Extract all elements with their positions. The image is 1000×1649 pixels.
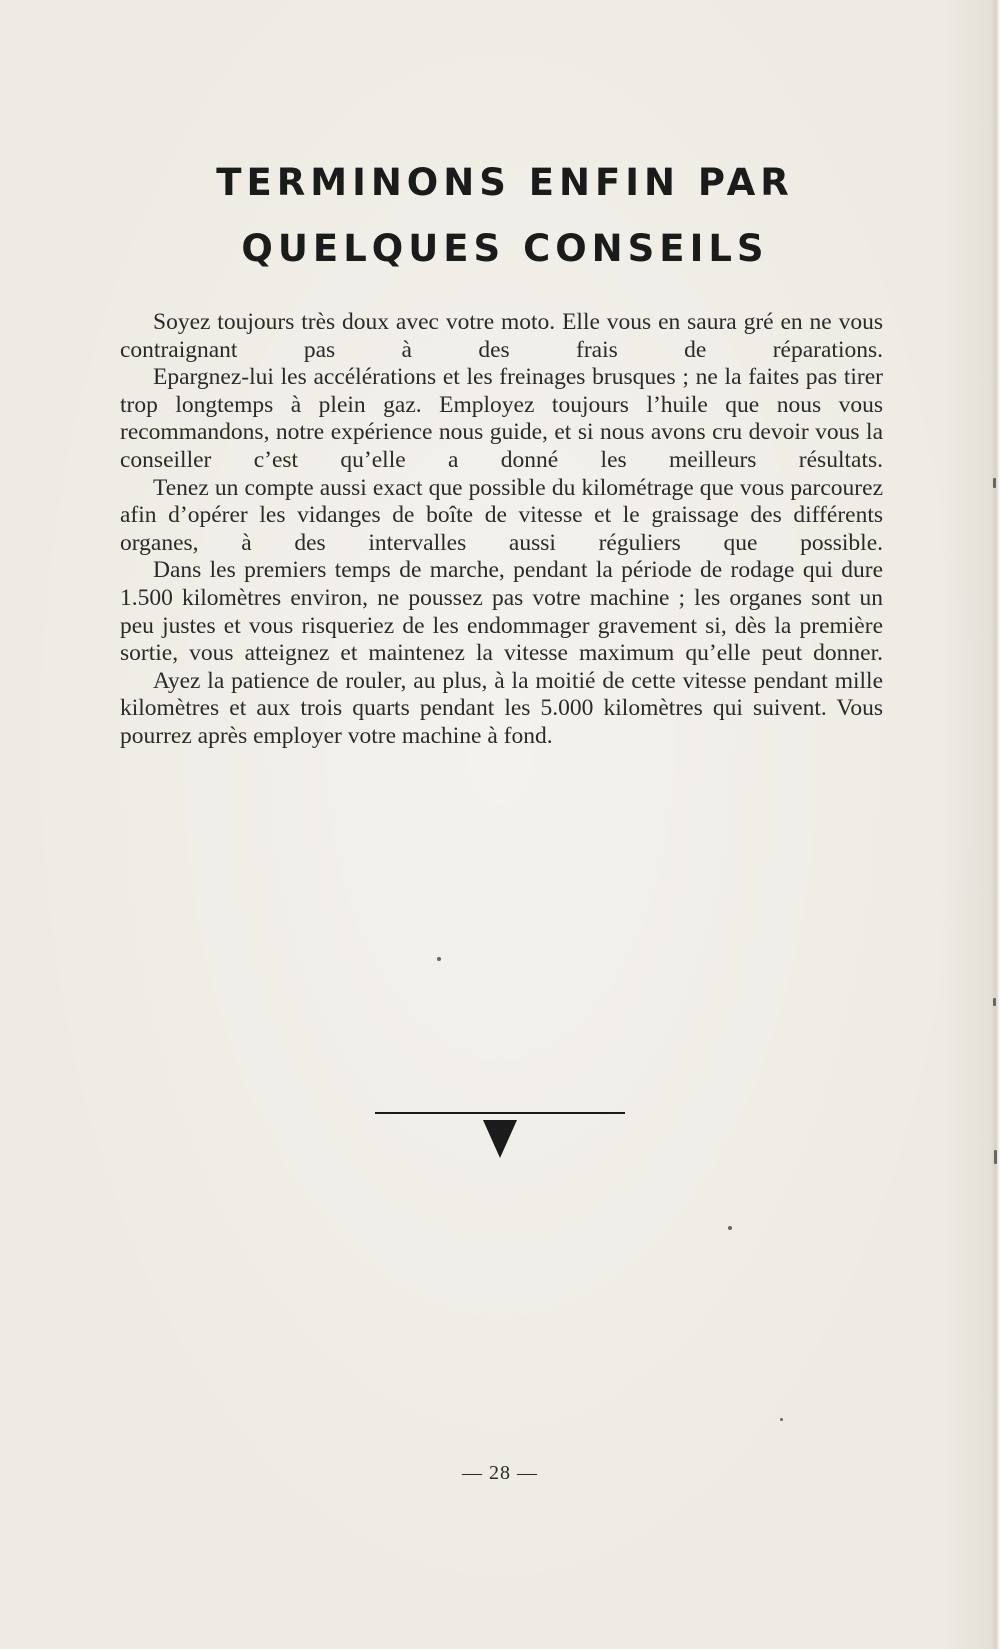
paper-speck bbox=[993, 998, 996, 1006]
heading-line-1: TERMINONS ENFIN PAR bbox=[216, 161, 794, 204]
paper-speck bbox=[993, 478, 996, 488]
paper-speck bbox=[780, 1418, 783, 1421]
paragraph: Soyez toujours très doux avec votre moto. Elle vous en saura gré en ne vous contraignant pas à des frais de réparations. bbox=[120, 309, 883, 363]
page-edge bbox=[990, 0, 1000, 1649]
down-triangle-icon bbox=[483, 1120, 517, 1158]
paper-speck bbox=[994, 1150, 997, 1164]
paper-speck bbox=[437, 957, 441, 961]
paragraph: Ayez la patience de rouler, au plus, à la moitié de cette vitesse pendant mille kilomètres et aux trois quarts pendant les 5.000 kilomètres qui suivent. Vous pourrez après employer votre machine à fond. bbox=[120, 667, 883, 749]
paragraph: Dans les premiers temps de marche, pendant la période de rodage qui dure 1.500 kilomètres environ, ne poussez pas votre machine ; les organes sont un peu justes et vous risqueriez de les endommager gravement si, dès la première sortie, vous atteignez et maintenez la vitesse maximum qu’elle peut donner. bbox=[120, 557, 883, 667]
heading-line-2: QUELQUES CONSEILS bbox=[241, 227, 769, 270]
page-number: — 28 — bbox=[462, 1462, 538, 1484]
section-end-ornament bbox=[375, 1110, 625, 1160]
page-heading bbox=[150, 150, 860, 282]
paper-speck bbox=[728, 1226, 732, 1230]
paragraph: Tenez un compte aussi exact que possible du kilométrage que vous parcourez afin d’opérer les vidanges de boîte de vitesse et le graissage des différents organes, à des intervalles aussi réguliers que possible. bbox=[120, 474, 883, 556]
paragraph: Epargnez-lui les accélérations et les freinages brusques ; ne la faites pas tirer trop longtemps à plein gaz. Employez toujours l’huile que nous vous recommandons, notre expérience nous guide, et si nous avons cru devoir vous la conseiller c’est qu’elle a donné les meilleurs résultats. bbox=[120, 364, 883, 473]
body-text bbox=[120, 309, 883, 751]
